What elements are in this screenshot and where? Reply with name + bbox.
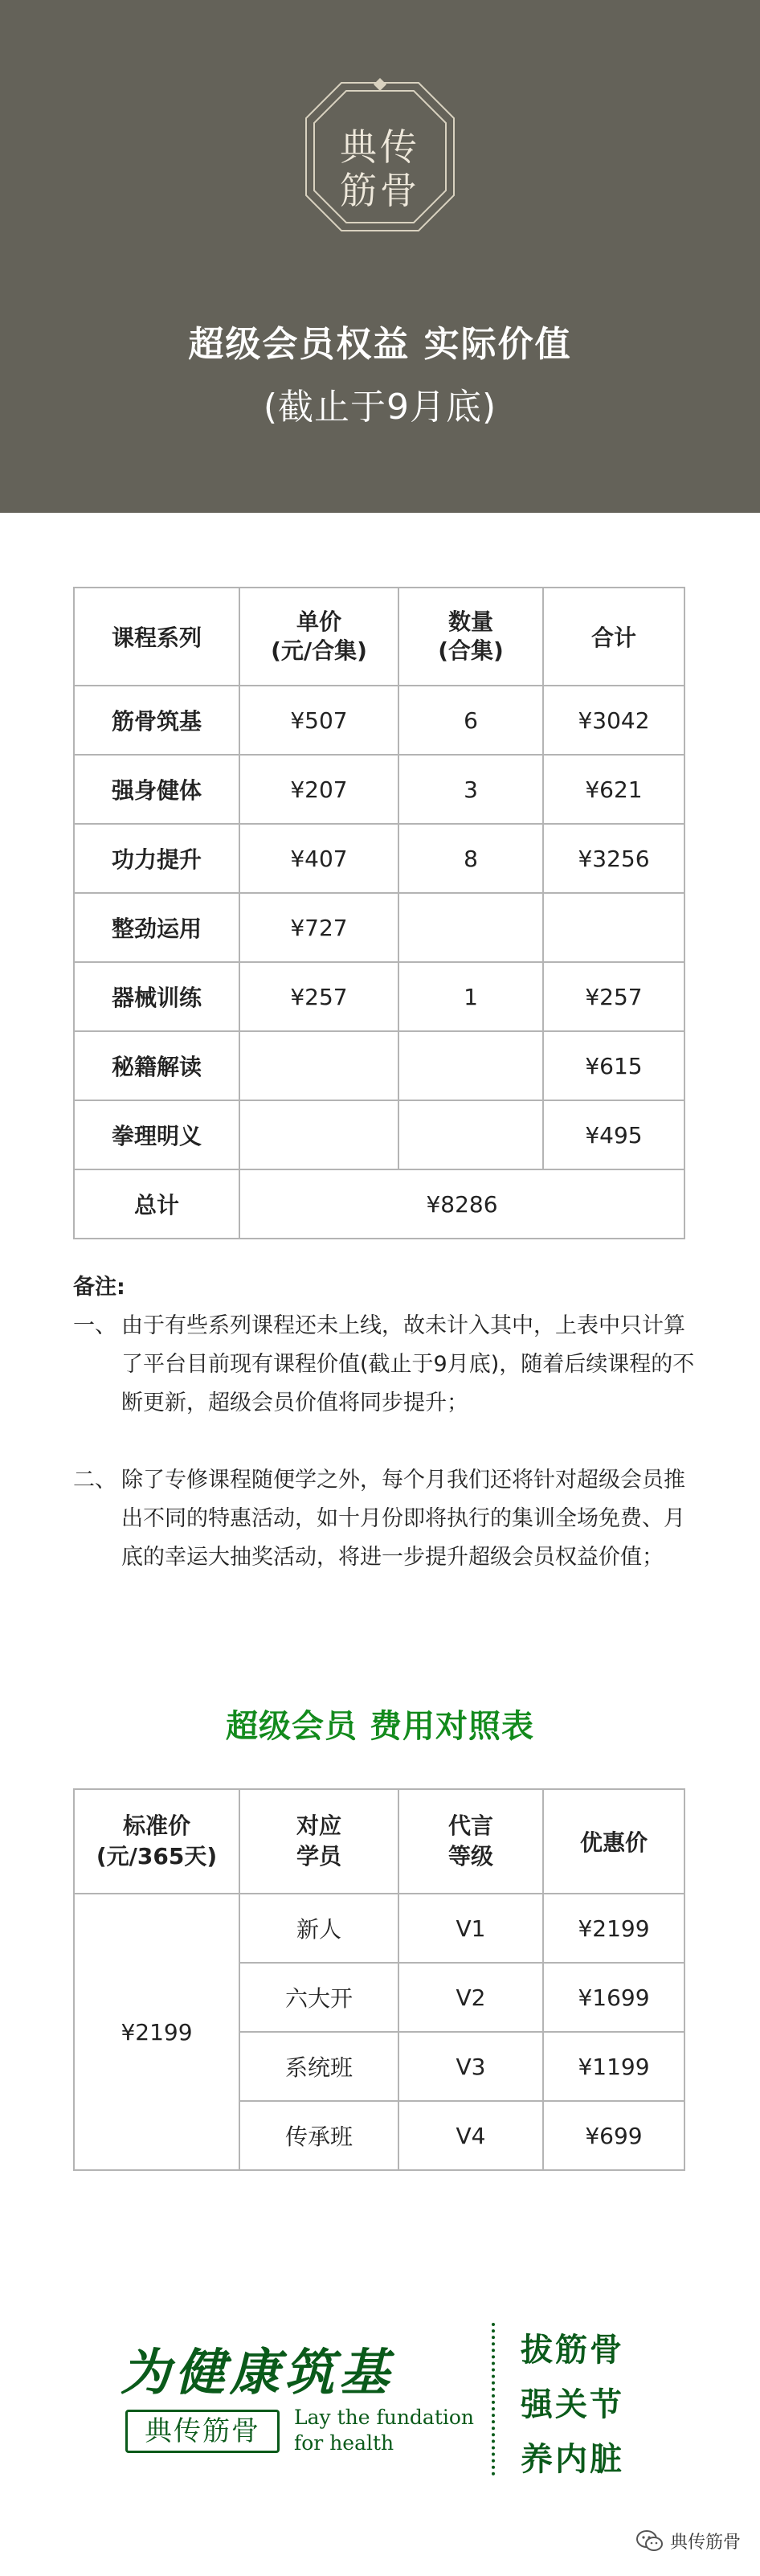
header-cell xyxy=(239,1789,398,1894)
qty-cell: 6 xyxy=(398,686,543,755)
student-cell: 六大开 xyxy=(239,1963,398,2032)
footer-motto-3: 养内脏 xyxy=(521,2440,624,2478)
student-cell: 新人 xyxy=(239,1894,398,1963)
note-text: 由于有些系列课程还未上线，故未计入其中，上表中只计算了平台目前现有课程价值(截止于9月底)，随着后续课程的不断更新，超级会员价值将同步提升； xyxy=(121,1313,695,1415)
series-cell: 整劲运用 xyxy=(74,893,239,962)
discount-price-cell: ¥1199 xyxy=(543,2032,684,2101)
price-cell: ¥257 xyxy=(239,962,398,1031)
qty-cell xyxy=(398,1031,543,1100)
header-cell xyxy=(74,1789,239,1894)
price-cell: ¥507 xyxy=(239,686,398,755)
price-cell xyxy=(239,1031,398,1100)
note-text: 除了专修课程随便学之外，每个月我们还将针对超级会员推出不同的特惠活动，如十月份即将执行的集训全场免费、月底的幸运大抽奖活动，将进一步提升超级会员权益价值； xyxy=(121,1468,685,1570)
wechat-icon xyxy=(636,2529,664,2553)
brand-logo xyxy=(300,76,460,237)
wechat-account-name: 典传筋骨 xyxy=(669,2533,741,2553)
price-cell: ¥727 xyxy=(239,893,398,962)
series-cell: 器械训练 xyxy=(74,962,239,1031)
header-banner xyxy=(0,0,760,513)
table-row xyxy=(74,1031,684,1100)
logo-line-2: 筋骨 xyxy=(340,169,420,212)
table-header-row xyxy=(74,588,684,686)
total-cell: ¥3042 xyxy=(543,686,684,755)
header-discount-label: 优惠价 xyxy=(579,1829,648,1856)
footer-motto-1: 拔筋骨 xyxy=(521,2331,624,2369)
header-standard-price-label: 标准价 (元/365天) xyxy=(96,1812,218,1870)
note-item xyxy=(73,1461,700,1577)
header-cell xyxy=(398,588,543,686)
benefits-table xyxy=(73,587,685,1239)
english-line-1: Lay the fundation xyxy=(294,2406,475,2429)
level-cell: V2 xyxy=(398,1963,543,2032)
header-total-label: 合计 xyxy=(590,625,636,651)
english-line-2: for health xyxy=(294,2431,394,2455)
header-cell xyxy=(543,1789,684,1894)
student-cell: 系统班 xyxy=(239,2032,398,2101)
total-cell: ¥257 xyxy=(543,962,684,1031)
header-cell xyxy=(239,588,398,686)
footer-brand xyxy=(0,2291,760,2576)
fee-table xyxy=(73,1788,685,2171)
table-row xyxy=(74,1894,684,1963)
header-student-label: 对应 学员 xyxy=(296,1812,341,1870)
price-cell: ¥207 xyxy=(239,755,398,824)
note-number: 二、 xyxy=(73,1468,116,1493)
wechat-watermark xyxy=(636,2529,741,2553)
discount-price-cell: ¥699 xyxy=(543,2101,684,2170)
logo-line-1: 典传 xyxy=(340,125,420,169)
table-row xyxy=(74,755,684,824)
header-series-label: 课程系列 xyxy=(111,625,202,651)
header-cell xyxy=(74,588,239,686)
page-title: 超级会员权益 实际价值 xyxy=(188,324,572,365)
notes-title: 备注: xyxy=(73,1275,125,1300)
footer-motto-2: 强关节 xyxy=(521,2386,624,2423)
series-cell: 强身健体 xyxy=(74,755,239,824)
total-cell: ¥3256 xyxy=(543,824,684,893)
footer-english-text xyxy=(294,2405,474,2456)
table-header-row xyxy=(74,1789,684,1894)
dotted-divider xyxy=(492,2323,495,2476)
grand-total-cell: ¥8286 xyxy=(239,1169,684,1239)
total-cell xyxy=(543,893,684,962)
header-cell xyxy=(543,588,684,686)
total-cell: ¥621 xyxy=(543,755,684,824)
level-cell: V3 xyxy=(398,2032,543,2101)
note-number: 一、 xyxy=(73,1313,116,1338)
qty-cell: 8 xyxy=(398,824,543,893)
series-cell: 秘籍解读 xyxy=(74,1031,239,1100)
table-row xyxy=(74,962,684,1031)
student-cell: 传承班 xyxy=(239,2101,398,2170)
qty-cell: 3 xyxy=(398,755,543,824)
series-cell: 拳理明义 xyxy=(74,1100,239,1169)
level-cell: V4 xyxy=(398,2101,543,2170)
note-item xyxy=(73,1307,700,1423)
page-subtitle: (截止于9月底) xyxy=(263,387,497,428)
notes-section xyxy=(73,1268,700,1577)
price-cell xyxy=(239,1100,398,1169)
standard-price-cell: ¥2199 xyxy=(74,1894,239,2170)
discount-price-cell: ¥2199 xyxy=(543,1894,684,1963)
header-cell xyxy=(398,1789,543,1894)
fee-table-title: 超级会员 费用对照表 xyxy=(226,1708,534,1745)
header-level-label: 代言 等级 xyxy=(447,1812,493,1870)
footer-brand-box: 典传筋骨 xyxy=(125,2410,280,2453)
header-qty-label: 数量 (合集) xyxy=(438,608,504,664)
table-row xyxy=(74,686,684,755)
total-cell: ¥615 xyxy=(543,1031,684,1100)
total-cell: ¥495 xyxy=(543,1100,684,1169)
series-cell: 筋骨筑基 xyxy=(74,686,239,755)
table-row xyxy=(74,824,684,893)
qty-cell: 1 xyxy=(398,962,543,1031)
table-row xyxy=(74,1100,684,1169)
level-cell: V1 xyxy=(398,1894,543,1963)
header-price-label: 单价 (元/合集) xyxy=(271,608,367,664)
qty-cell xyxy=(398,1100,543,1169)
total-label-cell: 总计 xyxy=(74,1169,239,1239)
footer-slogan: 为健康筑基 xyxy=(121,2343,394,2402)
price-cell: ¥407 xyxy=(239,824,398,893)
discount-price-cell: ¥1699 xyxy=(543,1963,684,2032)
qty-cell xyxy=(398,893,543,962)
series-cell: 功力提升 xyxy=(74,824,239,893)
total-row xyxy=(74,1169,684,1239)
table-row xyxy=(74,893,684,962)
